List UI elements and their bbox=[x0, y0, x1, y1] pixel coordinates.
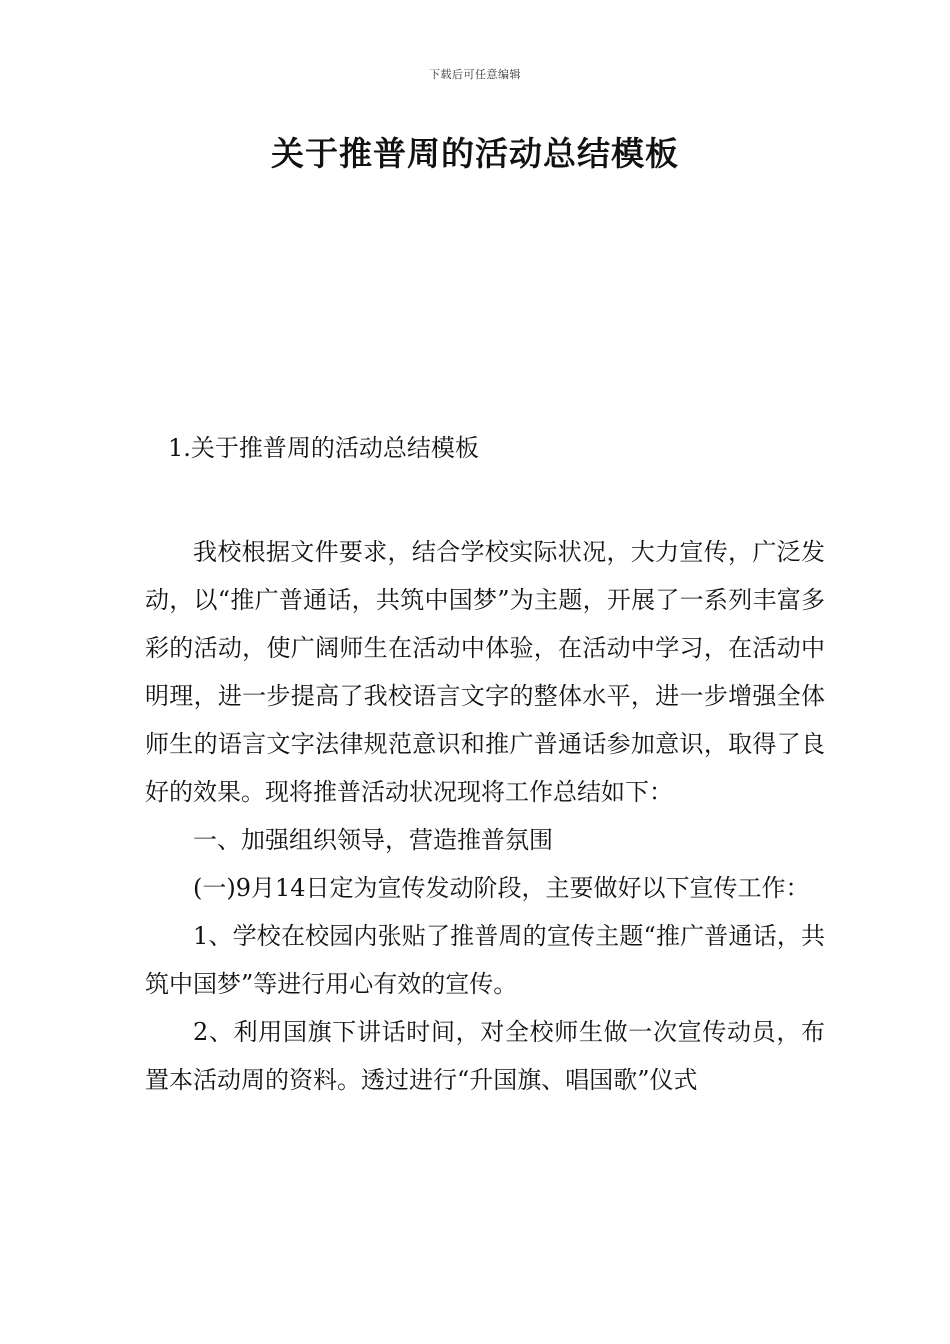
paragraph-item-one: 1、学校在校园内张贴了推普周的宣传主题“推广普通话，共筑中国梦”等进行用心有效的宣传。 bbox=[145, 922, 825, 998]
header-note: 下载后可任意编辑 bbox=[429, 68, 521, 81]
section-heading: 1.关于推普周的活动总结模板 bbox=[168, 434, 479, 462]
document-title: 关于推普周的活动总结模板 bbox=[271, 134, 679, 173]
paragraph-heading-one: 一、加强组织领导，营造推普氛围 bbox=[193, 826, 553, 854]
paragraph-item-two: 2、利用国旗下讲话时间，对全校师生做一次宣传动员，布置本活动周的资料。透过进行“升国旗、唱国歌”仪式 bbox=[145, 1018, 825, 1094]
paragraph-subheading-one: (一)9月14日定为宣传发动阶段，主要做好以下宣传工作： bbox=[193, 874, 810, 902]
document-body bbox=[145, 528, 825, 1104]
paragraph-intro: 我校根据文件要求，结合学校实际状况，大力宣传，广泛发动，以“推广普通话，共筑中国梦”为主题，开展了一系列丰富多彩的活动，使广阔师生在活动中体验，在活动中学习，在活动中明理，进一步提高了我校语言文字的整体水平，进一步增强全体师生的语言文字法律规范意识和推广普通话参加意识，取得了良好的效果。现将推普活动状况现将工作总结如下： bbox=[145, 538, 825, 806]
